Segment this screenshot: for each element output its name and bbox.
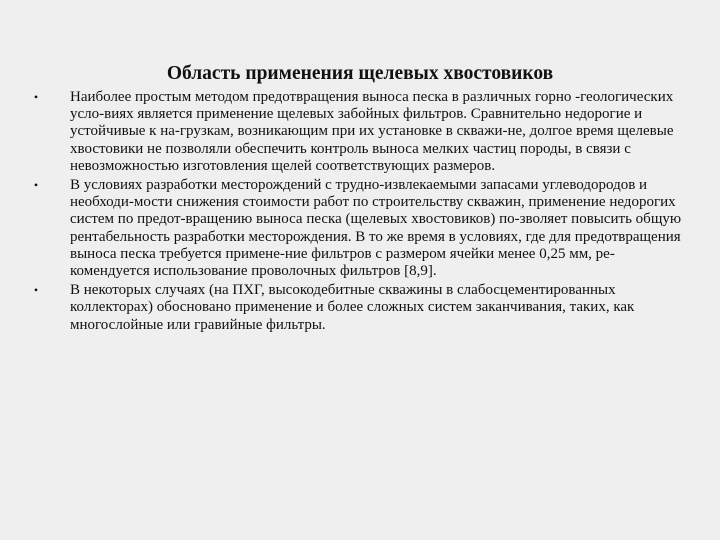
bullet-text: В некоторых случаях (на ПХГ, высокодебитные скважины в слабосцементированных коллекторах) обосновано применение и более сложных систем заканчивания, таких, как многослойные или гравийные фильтры. [70, 282, 635, 333]
slide-title: Область применения щелевых хвостовиков [166, 63, 554, 84]
bullet-item [33, 282, 688, 334]
bullet-item [33, 177, 688, 280]
bullet-list [33, 89, 688, 334]
bullet-marker: • [33, 283, 39, 298]
bullet-marker: • [33, 90, 39, 104]
bullet-marker: • [33, 178, 39, 193]
bullet-item [33, 89, 688, 175]
bullet-text: Наиболее простым методом предотвращения выноса песка в различных горно -геологических усло-виях является применение щелевых забойных фильтров. Сравнительно недорогие и устойчивые к на-грузкам, возникающим при их установке в скважи-не, долгое время щелевые хвостовики не позволяли обеспечить контроль выноса мелких частиц породы, в связи с невозможностью изготовления щелей соответствующих размеров. [70, 89, 674, 174]
bullet-text: В условиях разработки месторождений с трудно-извлекаемыми запасами углеводородов и необходи-мости снижения стоимости работ по строительству скважин, применение недорогих систем по предот-вращению выноса песка (щелевых хвостовиков) по-зволяет повысить общую рентабельность разработки месторождения. В то же время в условиях, где для предотвращения выноса песка требуется примене-ние фильтров с размером ячейки менее 0,25 мм, ре-комендуется использование проволочных фильтров [8,9]. [70, 177, 682, 280]
